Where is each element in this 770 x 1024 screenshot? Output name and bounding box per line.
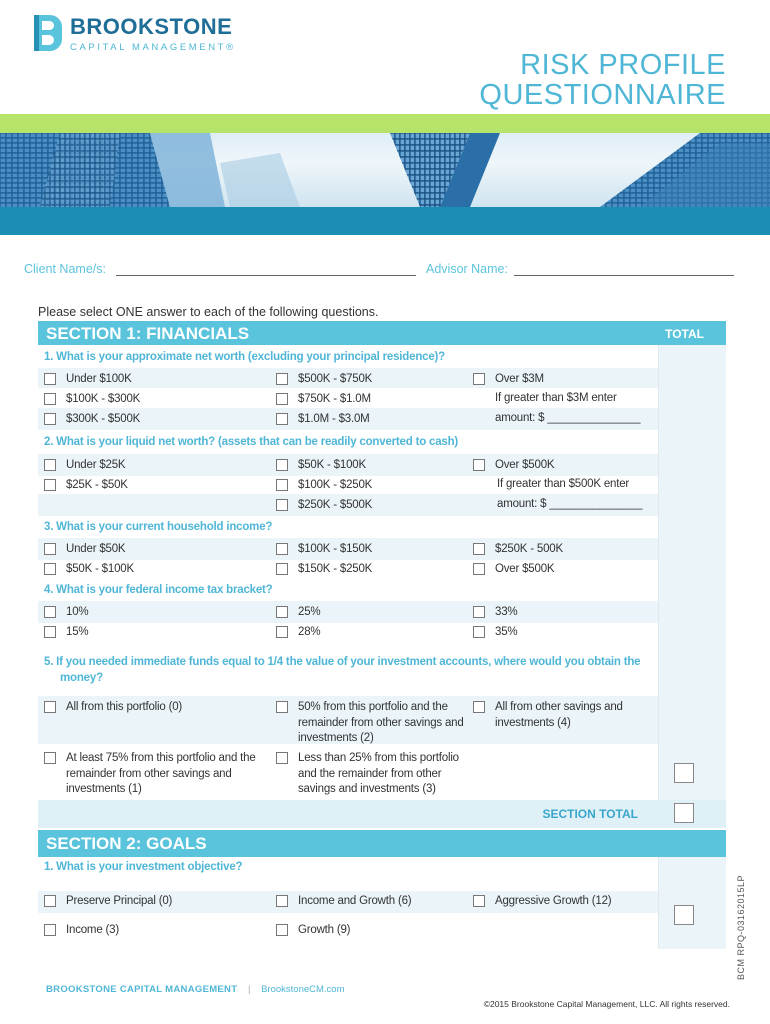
option[interactable]: $750K - $1.0M — [276, 392, 371, 408]
title-line-1: RISK PROFILE — [520, 49, 726, 81]
section-1-header — [38, 321, 726, 345]
option[interactable]: 50% from this portfolio and the remainder from other savings and investments (2) — [276, 700, 464, 747]
section-1-total-box[interactable] — [674, 803, 694, 823]
checkbox — [276, 924, 288, 936]
option[interactable]: $250K - 500K — [473, 542, 563, 558]
option[interactable]: $300K - $500K — [44, 412, 140, 428]
footer-separator: | — [247, 984, 251, 995]
checkbox — [44, 393, 56, 405]
q1-investment-objective: 1. What is your investment objective? — [44, 861, 243, 873]
option[interactable]: Less than 25% from this portfolio and the remainder from other savings and investments (3) — [276, 751, 459, 798]
section-2-total-column — [658, 857, 726, 949]
option[interactable]: $1.0M - $3.0M — [276, 412, 370, 428]
q5-total-box[interactable] — [674, 763, 694, 783]
option[interactable]: $250K - $500K — [276, 498, 372, 514]
checkbox — [473, 543, 485, 555]
checkbox — [473, 563, 485, 575]
option[interactable]: $100K - $300K — [44, 392, 140, 408]
client-name-field[interactable] — [116, 275, 416, 276]
option[interactable]: $50K - $100K — [44, 562, 134, 578]
advisor-name-label: Advisor Name: — [426, 262, 508, 276]
checkbox — [276, 499, 288, 511]
total-column-label: TOTAL — [665, 327, 704, 341]
checkbox — [473, 606, 485, 618]
q5-immediate-funds-cont: money? — [60, 672, 103, 684]
client-name-label: Client Name/s: — [24, 262, 106, 276]
option[interactable]: $500K - $750K — [276, 372, 372, 388]
option[interactable]: Income (3) — [44, 923, 119, 939]
option[interactable]: Under $100K — [44, 372, 132, 388]
checkbox — [276, 479, 288, 491]
checkbox — [473, 459, 485, 471]
footer — [46, 984, 345, 995]
checkbox — [473, 626, 485, 638]
page-title — [479, 50, 726, 110]
checkbox — [44, 895, 56, 907]
option[interactable]: 35% — [473, 625, 517, 641]
checkbox — [44, 563, 56, 575]
option[interactable]: Income and Growth (6) — [276, 894, 411, 910]
checkbox — [473, 895, 485, 907]
checkbox — [44, 479, 56, 491]
checkbox — [276, 563, 288, 575]
checkbox — [44, 459, 56, 471]
q5-immediate-funds: 5. If you needed immediate funds equal to 1/4 the value of your investment accounts, where would you obtain the — [44, 656, 641, 668]
checkbox — [276, 459, 288, 471]
checkbox — [473, 373, 485, 385]
section-total-label: SECTION TOTAL — [542, 807, 638, 821]
q2-liquid-net-worth: 2. What is your liquid net worth? (assets that can be readily converted to cash) — [44, 436, 459, 448]
amount-note: If greater than $3M enter — [495, 392, 617, 404]
section-1-title: SECTION 1: FINANCIALS — [46, 324, 250, 343]
checkbox — [276, 701, 288, 713]
option[interactable]: Preserve Principal (0) — [44, 894, 172, 910]
footer-brand: BROOKSTONE CAPITAL MANAGEMENT — [46, 984, 238, 995]
checkbox — [276, 393, 288, 405]
option[interactable]: Aggressive Growth (12) — [473, 894, 611, 910]
total-column — [658, 345, 726, 800]
copyright: ©2015 Brookstone Capital Management, LLC. All rights reserved. — [483, 999, 730, 1009]
checkbox — [44, 373, 56, 385]
option[interactable]: All from this portfolio (0) — [44, 700, 182, 716]
checkbox — [44, 413, 56, 425]
q4-tax-bracket: 4. What is your federal income tax bracket? — [44, 584, 273, 596]
instructions: Please select ONE answer to each of the following questions. — [38, 305, 379, 319]
advisor-name-field[interactable] — [514, 275, 734, 276]
title-line-2: QUESTIONNAIRE — [479, 79, 726, 111]
q1-net-worth: 1. What is your approximate net worth (excluding your principal residence)? — [44, 351, 445, 363]
checkbox — [44, 924, 56, 936]
option[interactable]: 15% — [44, 625, 88, 641]
form-code: BCM RPQ-03162015LP — [736, 874, 746, 980]
section-2-title: SECTION 2: GOALS — [46, 834, 207, 853]
brookstone-logo — [34, 15, 236, 53]
option[interactable]: $150K - $250K — [276, 562, 372, 578]
checkbox — [276, 373, 288, 385]
checkbox — [44, 606, 56, 618]
option[interactable]: 33% — [473, 605, 517, 621]
checkbox — [44, 701, 56, 713]
footer-website-link[interactable]: BrookstoneCM.com — [261, 984, 345, 995]
option[interactable]: $100K - $250K — [276, 478, 372, 494]
option[interactable]: 28% — [276, 625, 320, 641]
section-2-q1-total-box[interactable] — [674, 905, 694, 925]
checkbox — [473, 701, 485, 713]
option[interactable]: Under $50K — [44, 542, 125, 558]
amount-note: If greater than $500K enter — [497, 478, 630, 490]
option[interactable]: All from other savings and investments (4) — [473, 700, 623, 731]
option[interactable]: Over $500K — [473, 562, 554, 578]
teal-accent-bar — [0, 207, 770, 235]
section-1-total-row — [38, 800, 726, 828]
checkbox — [276, 752, 288, 764]
option[interactable]: $25K - $50K — [44, 478, 128, 494]
option[interactable]: 10% — [44, 605, 88, 621]
option[interactable]: $100K - $150K — [276, 542, 372, 558]
amount-field[interactable]: amount: $ _______________ — [495, 412, 641, 424]
option[interactable]: $50K - $100K — [276, 458, 366, 474]
option[interactable]: Growth (9) — [276, 923, 350, 939]
brookstone-logo-icon — [34, 15, 62, 51]
green-accent-bar — [0, 114, 770, 133]
checkbox — [276, 895, 288, 907]
option[interactable]: At least 75% from this portfolio and the remainder from other savings and investments (1) — [44, 751, 256, 798]
option[interactable]: 25% — [276, 605, 320, 621]
logo-name: BROOKSTONE — [70, 14, 233, 39]
checkbox — [276, 606, 288, 618]
section-2-header — [38, 830, 726, 857]
checkbox — [44, 626, 56, 638]
amount-field[interactable]: amount: $ _______________ — [497, 498, 643, 510]
option[interactable]: Over $3M — [473, 372, 544, 388]
q3-household-income: 3. What is your current household income? — [44, 521, 273, 533]
checkbox — [276, 543, 288, 555]
logo-subtitle: CAPITAL MANAGEMENT® — [70, 42, 236, 53]
checkbox — [276, 626, 288, 638]
checkbox — [44, 543, 56, 555]
checkbox — [276, 413, 288, 425]
option[interactable]: Over $500K — [473, 458, 554, 474]
option[interactable]: Under $25K — [44, 458, 125, 474]
skyscraper-banner-image — [0, 133, 770, 207]
checkbox — [44, 752, 56, 764]
